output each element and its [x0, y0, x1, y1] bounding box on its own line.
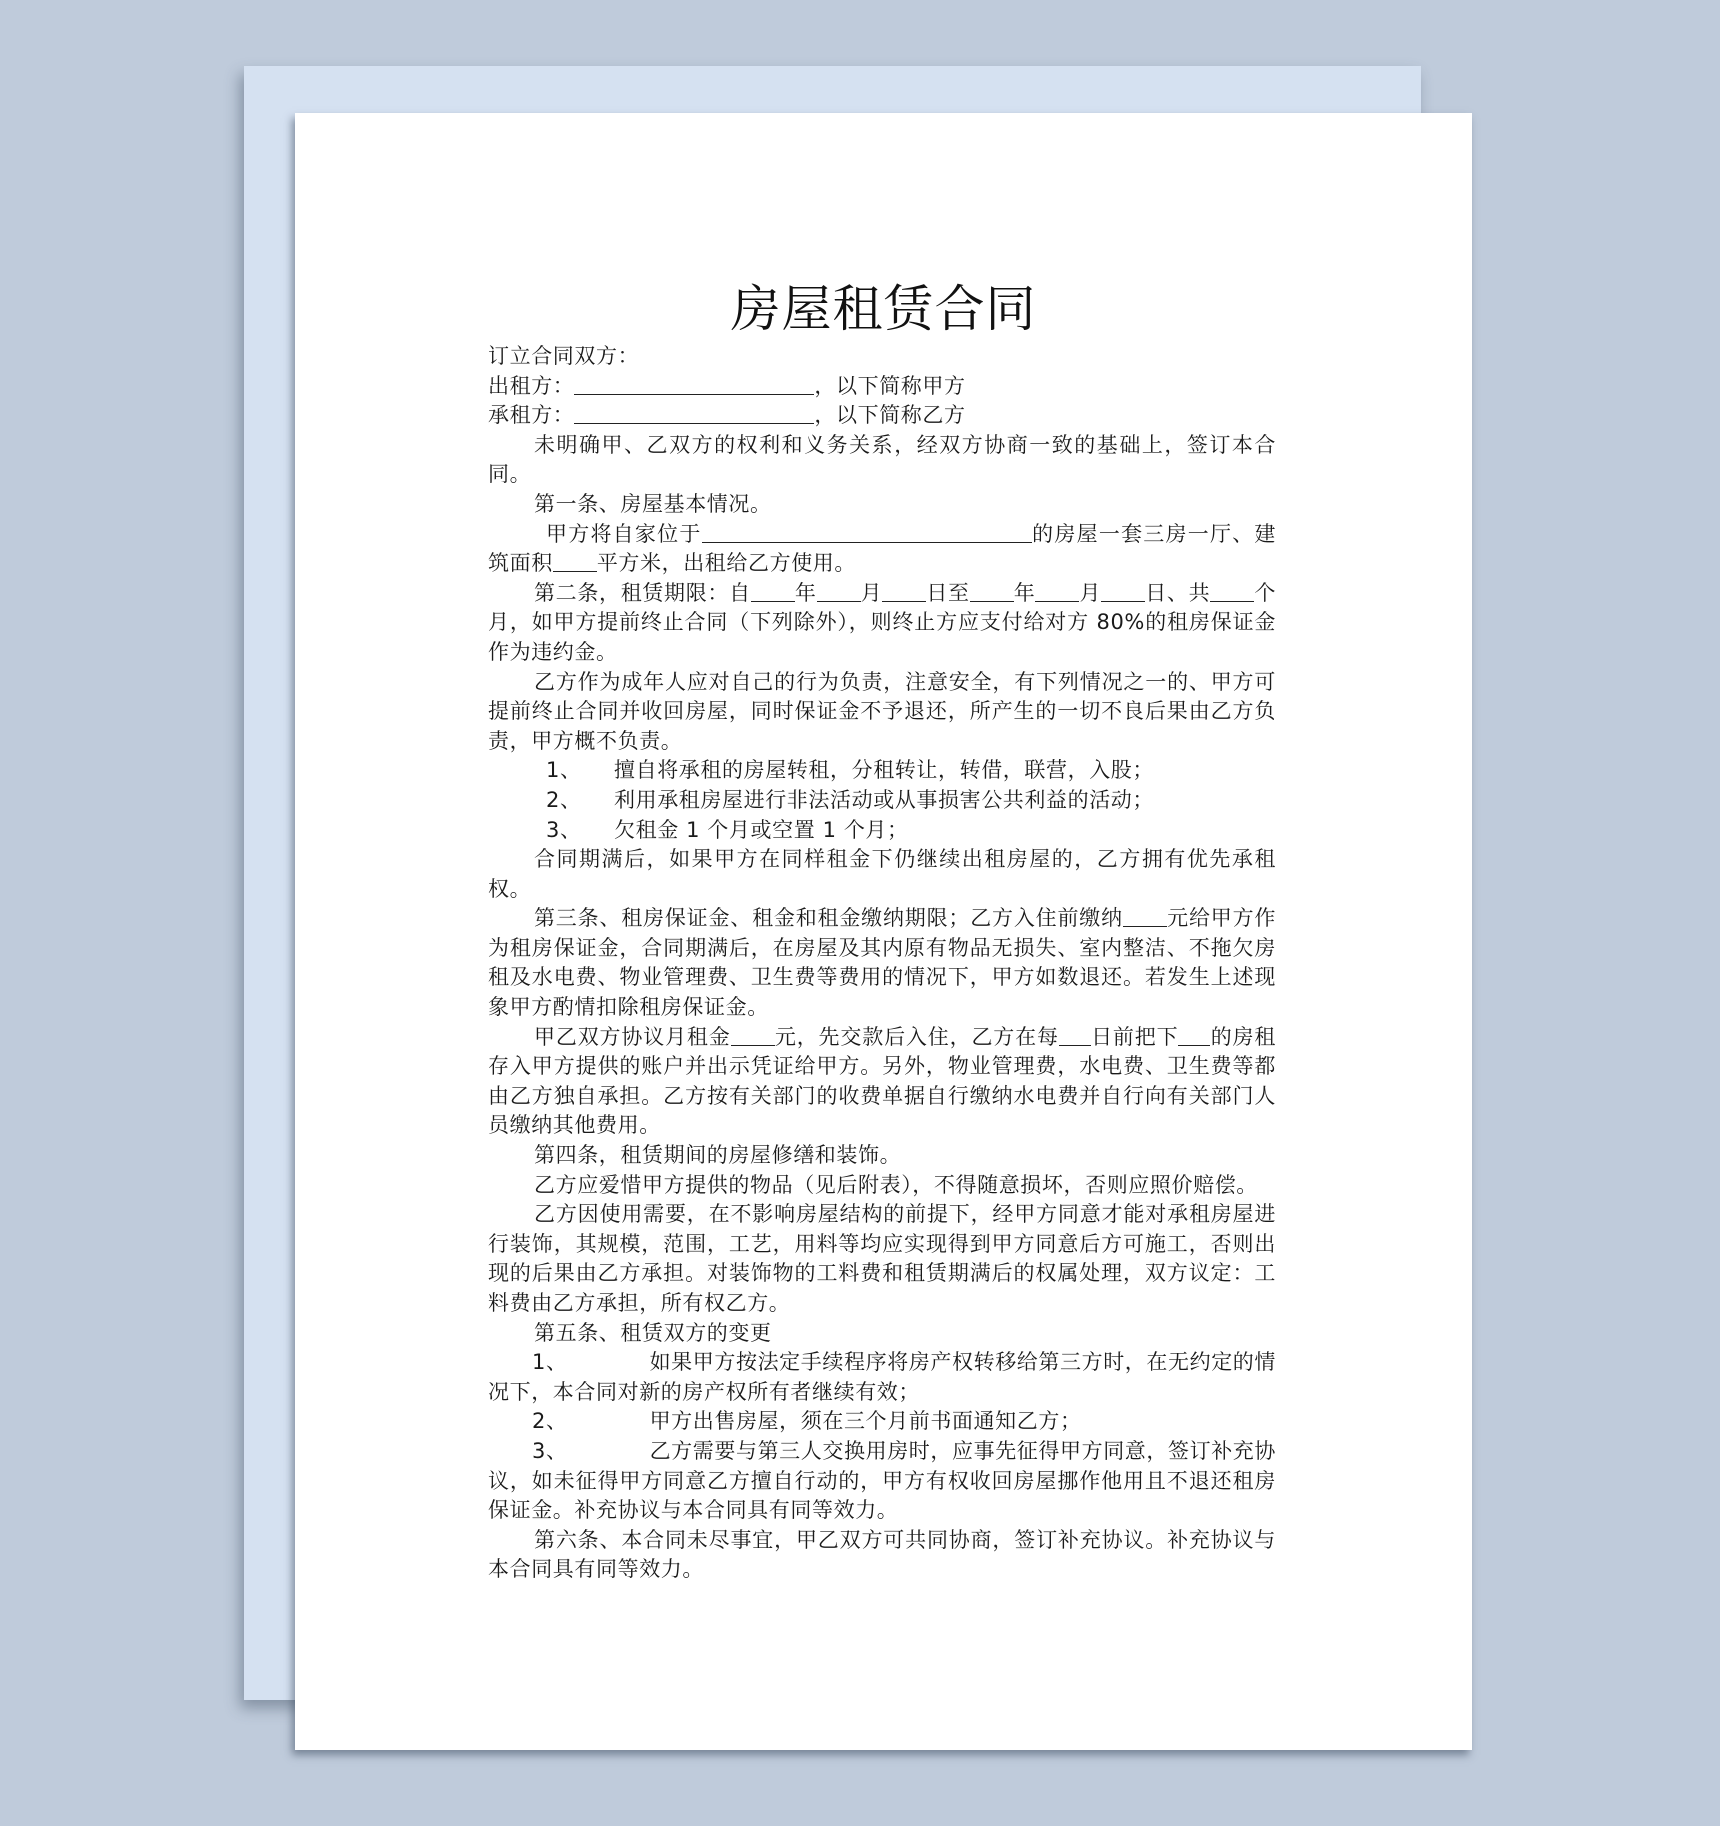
lessee-label: 承租方：	[488, 403, 575, 428]
list-text: 利用承租房屋进行非法活动或从事损害公共利益的活动；	[614, 787, 1154, 812]
lessor-suffix: ，以下简称甲方	[814, 373, 966, 398]
lessee-suffix: ，以下简称乙方	[814, 403, 966, 428]
year-label: 年	[794, 580, 817, 605]
address-blank[interactable]	[702, 522, 1032, 543]
article3-text-a: 第三条、租房保证金、租金和租金缴纳期限；乙方入住前缴纳	[534, 906, 1123, 931]
document-title: 房屋租赁合同	[730, 280, 1037, 338]
list-item	[488, 1437, 1276, 1526]
list-number: 1、	[532, 1350, 568, 1375]
start-day-blank[interactable]	[882, 581, 926, 602]
month-label: 月	[1079, 580, 1102, 605]
list-number: 3、	[546, 817, 582, 842]
article6: 第六条、本合同未尽事宜，甲乙双方可共同协商，签订补充协议。补充协议与本合同具有同等效力。	[488, 1527, 1276, 1582]
start-year-blank[interactable]	[751, 581, 795, 602]
article4-p1: 乙方应爱惜甲方提供的物品（见后附表），不得随意损坏，否则应照价赔偿。	[534, 1172, 1258, 1197]
list-number: 2、	[532, 1409, 568, 1434]
list-number: 2、	[546, 787, 582, 812]
lessor-line	[488, 372, 1276, 402]
payment-period-blank[interactable]	[1178, 1025, 1210, 1046]
list-number: 1、	[546, 758, 582, 783]
article3-rent	[488, 1023, 1276, 1141]
month-label: 月	[860, 580, 883, 605]
list-item	[488, 786, 1276, 816]
list-item	[488, 1407, 1276, 1437]
list-text: 乙方需要与第三人交换用房时，应事先征得甲方同意，签订补充协议，如未征得甲方同意乙方擅自行动的，甲方有权收回房屋挪作他用且不退还租房保证金。补充协议与本合同具有同等效力。	[488, 1438, 1277, 1523]
list-item	[488, 756, 1276, 786]
lessor-label: 出租方：	[488, 373, 575, 398]
rent-text-d: 的房租存入甲方提供的账户并出示凭证给甲方。另外，物业管理费，水电费、卫生费等都由乙方独自承担。乙方按有关部门的收费单据自行缴纳水电费并自行向有关部门人员缴纳其他费用。	[488, 1024, 1276, 1138]
year-label: 年	[1013, 580, 1036, 605]
list-number: 3、	[532, 1438, 568, 1463]
article3-deposit	[488, 904, 1276, 1022]
rent-text-b: 元，先交款后入住，乙方在每	[774, 1024, 1059, 1049]
months-label: 个月，	[488, 580, 1276, 635]
termination-intro: 乙方作为成年人应对自己的行为负责，注意安全，有下列情况之一的、甲方可提前终止合同并收回房屋，同时保证金不予退还，所产生的一切不良后果由乙方负责，甲方概不负责。	[488, 669, 1276, 753]
start-month-blank[interactable]	[817, 581, 861, 602]
list-text: 如果甲方按法定手续程序将房产权转移给第三方时，在无约定的情况下，本合同对新的房产权所有者继续有效；	[488, 1350, 1277, 1404]
list-item	[488, 816, 1276, 846]
lessor-name-blank[interactable]	[574, 374, 814, 395]
area-blank[interactable]	[553, 551, 597, 572]
article2-text: 如甲方提前终止合同（下列除外），则终止方应支付给对方 80%的租房保证金作为违约金。	[488, 610, 1277, 664]
document-body	[488, 342, 1276, 1585]
article2-heading: 第二条，租赁期限：自	[534, 580, 751, 605]
article1-text-a: 甲方将自家位于	[546, 521, 702, 546]
list-item	[488, 1348, 1276, 1407]
list-text: 欠租金 1 个月或空置 1 个月；	[614, 817, 909, 842]
article1-text-b: 的房屋一套三房一厅、建筑面积	[488, 521, 1276, 576]
list-text: 擅自将承租的房屋转租，分租转让，转借，联营，入股；	[614, 758, 1154, 783]
article1-text-c: 平方米，出租给乙方使用。	[596, 551, 857, 576]
article1-heading: 第一条、房屋基本情况。	[534, 491, 772, 516]
payment-day-blank[interactable]	[1059, 1025, 1091, 1046]
parties-heading: 订立合同双方：	[488, 344, 640, 368]
end-year-blank[interactable]	[970, 581, 1014, 602]
rent-text-c: 日前把下	[1090, 1024, 1179, 1049]
end-day-blank[interactable]	[1101, 581, 1145, 602]
article4-p2: 乙方因使用需要，在不影响房屋结构的前提下，经甲方同意才能对承租房屋进行装饰，其规模，范围，工艺，用料等均应实现得到甲方同意后方可施工，否则出现的后果由乙方承担。对装饰物的工料费和租赁期满后的权属处理，双方议定：工料费由乙方承担，所有权乙方。	[488, 1202, 1276, 1315]
day-label: 日至	[926, 580, 970, 605]
article1-body	[488, 520, 1276, 579]
article2-term	[488, 579, 1276, 668]
rent-text-a: 甲乙双方协议月租金	[534, 1024, 731, 1049]
preamble: 未明确甲、乙双方的权利和义务关系，经双方协商一致的基础上，签订本合同。	[488, 432, 1276, 487]
deposit-amount-blank[interactable]	[1123, 906, 1167, 927]
document-page	[295, 113, 1472, 1750]
article5-heading: 第五条、租赁双方的变更	[534, 1320, 772, 1345]
article3-text-b: 元给甲方作为租房保证金，合同期满后，在房屋及其内原有物品无损失、室内整洁、不拖欠房租及水电费、物业管理费、卫生费等费用的情况下，甲方如数退还。若发生上述现象甲方酌情扣除租房保证金。	[488, 906, 1276, 1020]
day-label: 日、共	[1145, 580, 1211, 605]
monthly-rent-blank[interactable]	[731, 1025, 775, 1046]
article4-heading: 第四条，租赁期间的房屋修缮和装饰。	[534, 1143, 902, 1168]
lessee-line	[488, 401, 1276, 431]
lessee-name-blank[interactable]	[574, 403, 814, 424]
list-text: 甲方出售房屋，须在三个月前书面通知乙方；	[649, 1409, 1082, 1434]
end-month-blank[interactable]	[1035, 581, 1079, 602]
months-count-blank[interactable]	[1210, 581, 1254, 602]
renewal-clause: 合同期满后，如果甲方在同样租金下仍继续出租房屋的，乙方拥有优先承租权。	[488, 847, 1276, 901]
